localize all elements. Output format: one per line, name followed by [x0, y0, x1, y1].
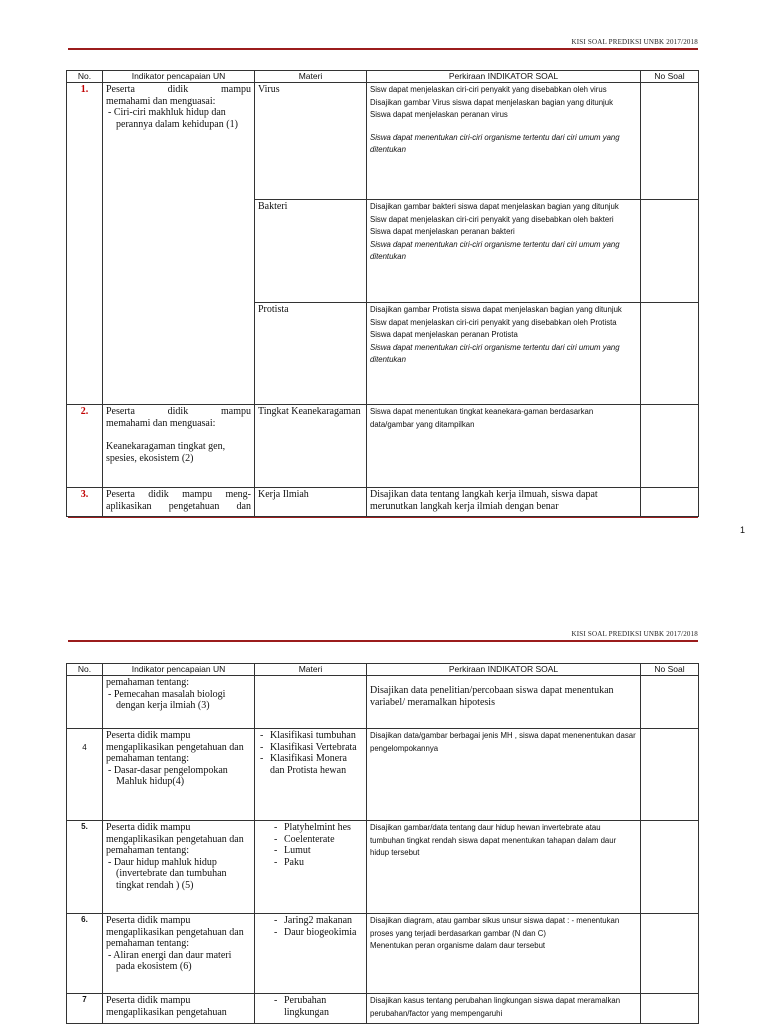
perkiraan-line: Sisw dapat menjelaskan ciri-ciri penyakit yang disebabkan oleh bakteri — [370, 214, 614, 224]
perkiraan-line: Siswa dapat menjelaskan peranan bakteri — [370, 227, 515, 236]
table-row — [67, 821, 699, 914]
row-number: 1. — [67, 83, 103, 405]
kisi-table-page-1 — [66, 70, 699, 517]
indikator-subitem: - Daur hidup mahluk hidup (invertebrate dan tumbuhan tingkat rendah ) (5) — [108, 856, 227, 891]
row-number: 5. — [67, 821, 103, 914]
table-row — [67, 994, 699, 1024]
table-header-row — [67, 664, 699, 676]
indikator-cell — [103, 821, 255, 914]
no-soal-cell — [641, 405, 699, 488]
table-row — [67, 729, 699, 821]
indikator-text: Peserta didik mampu meng- — [106, 489, 251, 500]
materi-list-item: - Perubahan lingkungan — [284, 995, 363, 1018]
materi-list — [258, 995, 363, 1018]
materi-list-item: - Klasifikasi tumbuhan — [270, 730, 363, 742]
row-number: 6. — [67, 914, 103, 994]
materi-list-item: - Daur biogeokimia — [284, 927, 363, 939]
materi-list-item: - Platyhelmint hes — [284, 822, 363, 834]
indikator-subitem: - Pemecahan masalah biologi dengan kerja ilmiah (3) — [108, 688, 226, 711]
materi-list-item: - Klasifikasi Vertebrata — [270, 742, 363, 754]
header-rule — [68, 640, 698, 642]
table-row — [67, 488, 699, 517]
materi-cell — [255, 821, 367, 914]
row-number: 2. — [67, 405, 103, 488]
col-header-indikator: Indikator pencapaian UN — [103, 71, 255, 83]
materi-list — [258, 822, 363, 868]
col-header-indikator: Indikator pencapaian UN — [103, 664, 255, 676]
row-number: 4 — [67, 729, 103, 821]
row-number: 7 — [67, 994, 103, 1024]
table-header-row — [67, 71, 699, 83]
materi-cell: Virus — [255, 83, 367, 200]
indikator-subitem: Keanekaragaman tingkat gen, spesies, ekosistem (2) — [106, 441, 226, 464]
col-header-no: No. — [67, 71, 103, 83]
indikator-text: memahami dan menguasai: — [106, 95, 216, 107]
kisi-table-page-2 — [66, 663, 699, 1024]
indikator-cell — [103, 729, 255, 821]
perkiraan-cell: Disajikan kasus tentang perubahan lingkungan siswa dapat meramalkan perubahan/factor yang mempengaruhi — [367, 994, 641, 1024]
indikator-cell — [103, 83, 255, 405]
materi-list-item: - Lumut — [284, 845, 363, 857]
perkiraan-line: Disajikan data tentang langkah kerja ilmuah, siswa dapat merunutkan langkah kerja ilmiah dengan benar — [370, 489, 598, 512]
perkiraan-cell — [367, 676, 641, 729]
no-soal-cell — [641, 303, 699, 405]
no-soal-cell — [641, 83, 699, 200]
perkiraan-cell — [367, 488, 641, 517]
indikator-text: Peserta didik mampu mengaplikasikan pengetahuan dan pemahaman tentang: — [106, 915, 244, 949]
perkiraan-cell — [367, 914, 641, 994]
row-number: 3. — [67, 488, 103, 517]
materi-list — [258, 730, 363, 776]
col-header-materi: Materi — [255, 664, 367, 676]
col-header-materi: Materi — [255, 71, 367, 83]
perkiraan-cell — [367, 83, 641, 200]
perkiraan-line: Disajikan gambar Virus siswa dapat menjelaskan bagian yang ditunjuk — [370, 97, 613, 107]
perkiraan-line: Disajikan diagram, atau gambar sikus unsur siswa dapat : - menentukan proses yang terjadi berdasarkan gambar (N dan C) — [370, 916, 620, 938]
materi-list — [258, 915, 363, 938]
indikator-subitem: - Ciri-ciri makhluk hidup dan perannya dalam kehidupan (1) — [108, 107, 238, 130]
indikator-text: pemahaman tentang: — [106, 677, 190, 688]
table-row — [67, 676, 699, 729]
perkiraan-cell — [367, 303, 641, 405]
col-header-perkiraan: Perkiraan INDIKATOR SOAL — [367, 71, 641, 83]
indikator-text: Peserta didik mampu mengaplikasikan pengetahuan dan pemahaman tentang: — [106, 730, 244, 764]
no-soal-cell — [641, 488, 699, 517]
perkiraan-line: Siswa dapat menentukan ciri-ciri organisme tertentu dari ciri umum yang ditentukan — [370, 342, 620, 364]
row-number — [67, 676, 103, 729]
indikator-subitem: - Dasar-dasar pengelompokan Mahluk hidup(4) — [108, 764, 228, 787]
perkiraan-cell: Siswa dapat menentukan tingkat keanekara-gaman berdasarkan data/gambar yang ditampilkan — [367, 405, 641, 488]
indikator-cell: Peserta didik mampu mengaplikasikan pengetahuan — [103, 994, 255, 1024]
perkiraan-cell — [367, 200, 641, 303]
indikator-text: aplikasikan pengetahuan dan — [106, 500, 251, 512]
materi-cell — [255, 729, 367, 821]
perkiraan-line: Menentukan peran organisme dalam daur tersebut — [370, 941, 546, 950]
materi-list-item: - Coelenterate — [284, 834, 363, 846]
perkiraan-cell: Disajikan data/gambar berbagai jenis MH , siswa dapat menenentukan dasar pengelompokannya — [367, 729, 641, 821]
indikator-cell — [103, 405, 255, 488]
materi-cell: Protista — [255, 303, 367, 405]
indikator-cell — [103, 914, 255, 994]
perkiraan-line: Siswa dapat menentukan ciri-ciri organisme tertentu dari ciri umum yang ditentukan — [370, 132, 620, 154]
indikator-text: Peserta didik mampu mengaplikasikan pengetahuan dan pemahaman tentang: — [106, 822, 244, 856]
document-page-2 — [0, 600, 768, 1024]
indikator-subitem: - Aliran energi dan daur materi pada ekosistem (6) — [108, 949, 232, 972]
perkiraan-line: Disajikan gambar bakteri siswa dapat menjelaskan bagian yang ditunjuk — [370, 202, 619, 211]
materi-cell — [255, 676, 367, 729]
materi-list-item: - Jaring2 makanan — [284, 915, 363, 927]
indikator-text: Peserta didik mampu — [106, 406, 251, 417]
no-soal-cell — [641, 200, 699, 303]
perkiraan-line: Siswa dapat menentukan ciri-ciri organisme tertentu dari ciri umum yang ditentukan — [370, 239, 620, 261]
perkiraan-cell: Disajikan gambar/data tentang daur hidup hewan invertebrate atau tumbuhan tingkat rendah siswa dapat menentukan tahapan dalam daur hidup tersebut — [367, 821, 641, 914]
no-soal-cell — [641, 729, 699, 821]
page-number: 1 — [740, 525, 746, 535]
perkiraan-line: Disajikan data penelitian/percobaan siswa dapat menentukan variabel/ meramalkan hipotesis — [370, 685, 614, 708]
perkiraan-line: Sisw dapat menjelaskan ciri-ciri penyakit yang disebabkan oleh virus — [370, 85, 607, 94]
indikator-text: memahami dan menguasai: — [106, 417, 216, 429]
materi-cell: Tingkat Keanekaragaman — [255, 405, 367, 488]
page-header-title: KISI SOAL PREDIKSI UNBK 2017/2018 — [571, 630, 698, 638]
indikator-text: Peserta didik mampu — [106, 84, 251, 95]
materi-cell: Bakteri — [255, 200, 367, 303]
no-soal-cell — [641, 676, 699, 729]
col-header-perkiraan: Perkiraan INDIKATOR SOAL — [367, 664, 641, 676]
indikator-cell — [103, 488, 255, 517]
header-rule — [68, 48, 698, 50]
page-gap — [0, 560, 768, 600]
col-header-no-soal: No Soal — [641, 71, 699, 83]
materi-list-item: - Klasifikasi Monera dan Protista hewan — [270, 753, 363, 776]
table-row — [67, 83, 699, 200]
col-header-no: No. — [67, 664, 103, 676]
footer-rule — [68, 517, 698, 518]
table-row — [67, 405, 699, 488]
perkiraan-line: Siswa dapat menjelaskan peranan Protista — [370, 330, 518, 339]
no-soal-cell — [641, 821, 699, 914]
col-header-no-soal: No Soal — [641, 664, 699, 676]
table-row — [67, 914, 699, 994]
no-soal-cell — [641, 994, 699, 1024]
materi-list-item: - Paku — [284, 857, 363, 869]
perkiraan-line: Siswa dapat menjelaskan peranan virus — [370, 110, 508, 119]
page-header-title: KISI SOAL PREDIKSI UNBK 2017/2018 — [571, 38, 698, 46]
perkiraan-line: Sisw dapat menjelaskan ciri-ciri penyakit yang disebabkan oleh Protista — [370, 317, 617, 327]
materi-cell — [255, 914, 367, 994]
materi-cell: Kerja Ilmiah — [255, 488, 367, 517]
no-soal-cell — [641, 914, 699, 994]
perkiraan-line: Disajikan gambar Protista siswa dapat menjelaskan bagian yang ditunjuk — [370, 305, 622, 314]
materi-cell — [255, 994, 367, 1024]
indikator-cell — [103, 676, 255, 729]
